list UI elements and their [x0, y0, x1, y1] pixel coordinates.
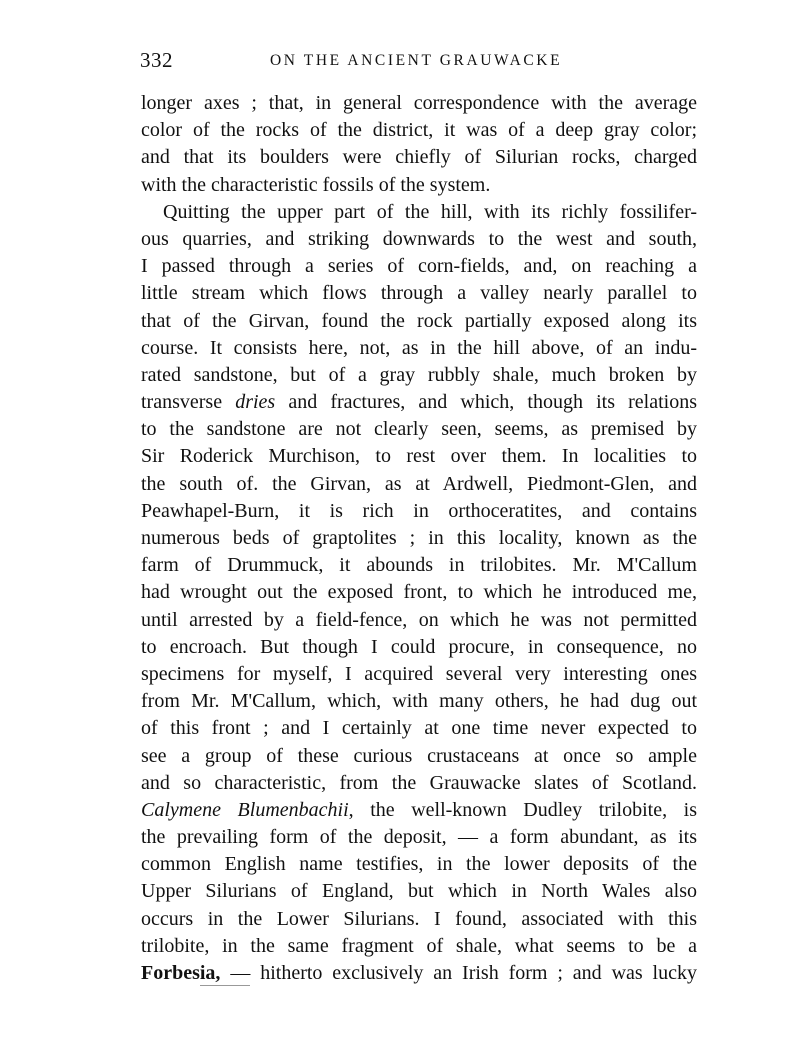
text-line: and that its boulders were chiefly of Silurian rocks, charged — [141, 146, 697, 169]
text-line: from Mr. M'Callum, which, with many others, he had dug out — [141, 690, 697, 713]
text-line: common English name testifies, in the lower deposits of the — [141, 853, 697, 876]
text-line: Upper Silurians of England, but which in North Wales also — [141, 880, 697, 903]
text-line: numerous beds of graptolites ; in this locality, known as the — [141, 527, 697, 549]
text-line: Sir Roderick Murchison, to rest over them. In localities to — [141, 445, 697, 468]
text-line: with the characteristic fossils of the system. — [141, 173, 491, 196]
text-line: trilobite, in the same fragment of shale, what seems to be a — [141, 934, 697, 957]
text-line: longer axes ; that, in general correspondence with the average — [141, 92, 697, 114]
text-line: specimens for myself, I acquired several very interesting ones — [141, 662, 697, 685]
text-line: to the sandstone are not clearly seen, seems, as premised by — [141, 418, 697, 441]
page-number: 332 — [140, 48, 173, 72]
text-line: rated sandstone, but of a gray rubbly shale, much broken by — [141, 363, 697, 386]
text-line: had wrought out the exposed front, to which he introduced me, — [141, 581, 697, 604]
text-line: Peawhapel-Burn, it is rich in orthoceratites, and contains — [141, 499, 697, 522]
text-line — [141, 797, 697, 824]
text-run: — hitherto exclusively an Irish form ; and was lucky — [220, 962, 697, 984]
text-line: that of the Girvan, found the rock partially exposed along its — [141, 309, 697, 332]
text-line: I passed through a series of corn-fields, and, on reaching a — [141, 255, 697, 278]
text-line: little stream which flows through a valley nearly parallel to — [141, 282, 697, 305]
running-head — [140, 46, 700, 74]
text-line: and so characteristic, from the Grauwacke slates of Scotland. — [141, 771, 697, 794]
text-line — [141, 960, 697, 987]
paragraph-first-line: Quitting the upper part of the hill, with its richly fossilifer- — [163, 200, 697, 223]
text-run: , the well-known Dudley trilobite, is — [348, 798, 697, 821]
text-line: ous quarries, and striking downwards to the west and south, — [141, 227, 697, 250]
text-line: to encroach. But though I could procure, in consequence, no — [141, 635, 697, 658]
text-line — [141, 389, 697, 416]
italic-term: dries — [235, 391, 276, 414]
text-line: the prevailing form of the deposit, — a form abundant, as its — [141, 826, 697, 849]
text-line: of this front ; and I certainly at one time never expected to — [141, 717, 697, 740]
text-line: see a group of these curious crustaceans at once so ample — [141, 744, 697, 767]
running-head-title: ON THE ANCIENT GRAUWACKE — [270, 52, 563, 69]
text-run: transverse — [141, 391, 236, 414]
bold-genus-name: Forbesia, — [141, 962, 221, 984]
footer-rule — [200, 985, 250, 986]
text-line: the south of. the Girvan, as at Ardwell, Piedmont-Glen, and — [141, 472, 697, 495]
text-run: and fractures, and which, though its relations — [275, 391, 697, 414]
italic-species-name: Calymene Blumenbachii — [141, 798, 349, 821]
text-line: farm of Drummuck, it abounds in trilobites. Mr. M'Callum — [141, 554, 697, 577]
text-line: course. It consists here, not, as in the hill above, of an indu- — [141, 336, 697, 359]
text-line: occurs in the Lower Silurians. I found, associated with this — [141, 907, 697, 930]
body-text — [141, 90, 697, 987]
text-line: color of the rocks of the district, it was of a deep gray color; — [141, 119, 697, 142]
text-line: until arrested by a field-fence, on which he was not permitted — [141, 608, 697, 631]
